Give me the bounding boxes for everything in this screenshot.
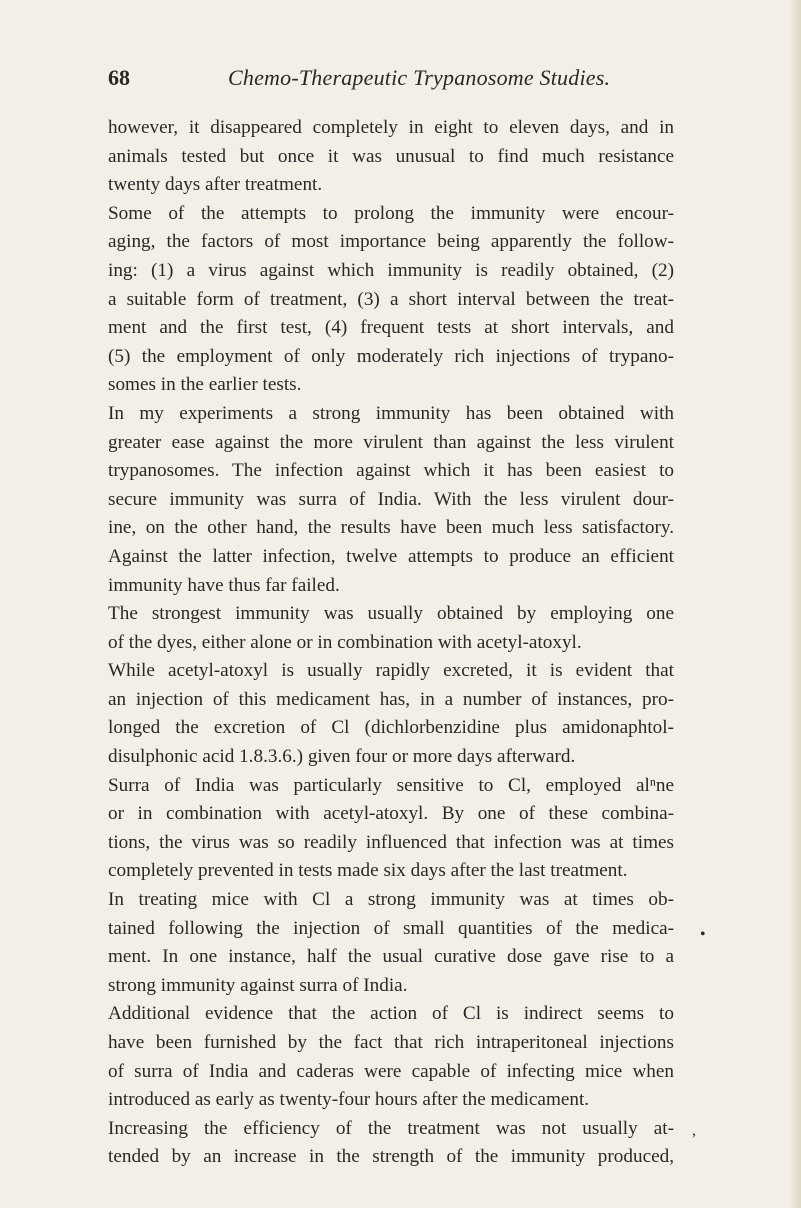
text-line: greater ease against the more virulent than against the less virulent [108,431,674,453]
text-line: tained following the injection of small quantities of the medica- [108,917,674,939]
text-line: twenty days after treatment. [108,174,323,196]
margin-comma-mark: , [692,1122,696,1139]
text-line: Increasing the efficiency of the treatment was not usually at- [108,1117,674,1139]
text-line: The strongest immunity was usually obtained by employing one [108,603,674,625]
text-line: of surra of India and caderas were capable of infecting mice when [108,1060,674,1082]
text-line: immunity have thus far failed. [108,574,340,596]
running-title: Chemo-Therapeutic Trypanosome Studies. [228,65,611,90]
text-line: ment and the first test, (4) frequent tests at short intervals, and [108,317,674,339]
body-text [108,114,674,1172]
text-line: trypanosomes. The infection against which it has been easiest to [108,460,674,482]
text-line: aging, the factors of most importance being apparently the follow- [108,231,674,253]
text-line: introduced as early as twenty-four hours after the medicament. [108,1089,590,1111]
text-line: however, it disappeared completely in eight to eleven days, and in [108,117,674,138]
page-number: 68 [108,65,130,90]
text-line: secure immunity was surra of India. With the less virulent dour- [108,488,674,510]
text-line: In treating mice with Cl a strong immunity was at times ob- [108,889,674,911]
text-line: completely prevented in tests made six days after the last treatment. [108,860,628,882]
text-line: strong immunity against surra of India. [108,974,408,996]
text-line: tions, the virus was so readily influenced that infection was at times [108,831,674,853]
text-line: longed the excretion of Cl (dichlorbenzidine plus amidonaphtol- [108,717,674,739]
text-line: ine, on the other hand, the results have been much less satisfactory. [108,517,674,539]
text-line: Against the latter infection, twelve attempts to produce an efficient [108,545,674,567]
text-line: Additional evidence that the action of Cl is indirect seems to [108,1003,674,1025]
text-line: While acetyl-atoxyl is usually rapidly excreted, it is evident that [108,660,674,682]
text-line: Surra of India was particularly sensitive to Cl, employed alⁿne [108,774,674,796]
text-line: of the dyes, either alone or in combination with acetyl-atoxyl. [108,631,582,653]
page-edge-shadow [789,0,801,1208]
text-line: somes in the earlier tests. [108,374,302,396]
text-line: disulphonic acid 1.8.3.6.) given four or more days afterward. [108,746,576,768]
page-header [108,60,648,96]
text-line: a suitable form of treatment, (3) a short interval between the treat- [108,288,674,310]
text-line: or in combination with acetyl-atoxyl. By one of these combina- [108,803,674,825]
text-line: tended by an increase in the strength of the immunity produced, [108,1146,674,1168]
text-line: (5) the employment of only moderately rich injections of trypano- [108,345,674,367]
text-line: animals tested but once it was unusual to find much resistance [108,145,674,167]
text-line: In my experiments a strong immunity has been obtained with [108,402,674,424]
text-line: Some of the attempts to prolong the immunity were encour- [108,202,674,224]
text-line: ing: (1) a virus against which immunity is readily obtained, (2) [108,259,674,281]
text-line: an injection of this medicament has, in a number of instances, pro- [108,688,674,710]
text-line: ment. In one instance, half the usual curative dose gave rise to a [108,946,674,968]
text-line: have been furnished by the fact that rich intraperitoneal injections [108,1032,674,1053]
margin-bullet-mark: • [700,926,706,943]
